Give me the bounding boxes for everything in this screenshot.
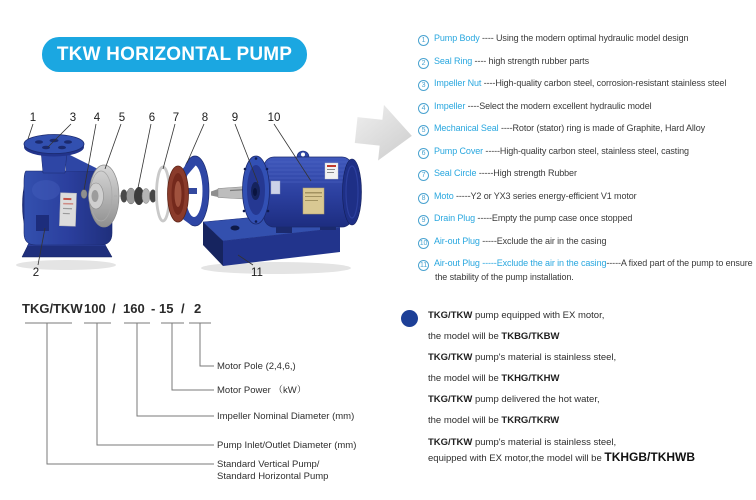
series-code: TKG/TKW	[428, 352, 473, 363]
part-name: Seal Ring	[434, 55, 473, 66]
model-variant-notes	[428, 306, 754, 467]
part-desc: ----Rotor (stator) ring is made of Graphite, Hard Alloy	[498, 123, 706, 133]
circled-number: 9	[418, 215, 429, 226]
part-desc: ---- Using the modern optimal hydraulic model design	[479, 33, 689, 43]
note-text: the model will be	[428, 330, 502, 342]
list-item	[418, 167, 754, 181]
part-desc: -----High-quality carbon steel, stainless steel, casting	[483, 145, 689, 156]
series-code: TKG/TKW	[428, 437, 473, 448]
circled-number: 8	[418, 193, 429, 204]
circled-number: 7	[418, 170, 429, 181]
label-standard-line1: Standard Vertical Pump/	[217, 459, 320, 470]
list-item	[418, 122, 754, 136]
list-item	[418, 100, 754, 114]
model-code-slash2: /	[181, 301, 185, 316]
part-desc: ----Select the modern excellent hydraulic model	[465, 100, 652, 111]
note-line	[428, 348, 754, 369]
part-number-9: 9	[231, 112, 239, 124]
part-name: Impeller Nut	[434, 78, 482, 88]
note-item	[428, 306, 754, 347]
part-name: Mechanical Seal	[434, 123, 499, 133]
circled-number: 2	[418, 58, 429, 69]
circled-number: 3	[418, 80, 429, 91]
part-desc: -----Y2 or YX3 series energy-efficient V1 motor	[453, 190, 637, 201]
page-title-banner	[42, 37, 307, 72]
model-code-inlet: 100	[84, 301, 106, 316]
list-item	[418, 190, 754, 204]
series-code: TKG/TKW	[428, 310, 473, 321]
model-code: TKBG/TKBW	[501, 330, 560, 342]
part-name: Air-out Plug	[434, 235, 480, 246]
note-line	[428, 390, 754, 411]
pump-cover-illustration	[168, 156, 210, 226]
note-line	[428, 369, 754, 390]
note-line	[428, 436, 754, 450]
list-item	[418, 32, 754, 46]
part-number-2: 2	[32, 267, 40, 279]
model-code-segments	[22, 301, 201, 316]
part-number-6: 6	[148, 112, 156, 124]
model-code-pole: 2	[194, 301, 202, 316]
label-inlet-outlet: Pump Inlet/Outlet Diameter (mm)	[217, 440, 357, 451]
model-code: TKRG/TKRW	[501, 414, 560, 426]
note-line	[428, 450, 754, 466]
list-item	[418, 235, 754, 249]
circled-number: 1	[418, 35, 429, 46]
part-number-11: 11	[251, 267, 263, 279]
part-name: Pump Body	[434, 33, 480, 43]
breakdown-labels	[217, 361, 356, 482]
mechanical-seal-illustration	[114, 187, 158, 205]
model-code-series: TKG/TKW	[22, 301, 83, 316]
list-item	[418, 55, 754, 69]
bullet-circle-icon	[401, 310, 418, 327]
circled-number: 4	[418, 103, 429, 114]
series-code: TKG/TKW	[428, 394, 473, 405]
part-number-7: 7	[172, 112, 180, 124]
part-number-5: 5	[118, 112, 126, 124]
model-code: TKHGB/TKHWB	[604, 450, 696, 464]
part-desc: -----Exclude the air in the casing	[479, 235, 607, 246]
list-item	[418, 77, 754, 91]
note-item	[428, 436, 754, 466]
part-number-4: 4	[93, 112, 101, 124]
circled-number: 5	[418, 125, 429, 136]
part-number-8: 8	[201, 112, 209, 124]
note-text: pump's material is stainless steel,	[472, 352, 617, 363]
model-code-impeller: 160	[123, 301, 145, 316]
note-text: equipped with EX motor,the model will be	[428, 453, 605, 464]
arrow-right-icon	[353, 102, 415, 164]
note-text: pump equipped with EX motor,	[472, 310, 605, 321]
note-text: pump's material is stainless steel,	[472, 437, 617, 448]
note-line	[428, 306, 754, 327]
label-impeller-diameter: Impeller Nominal Diameter (mm)	[217, 411, 355, 422]
model-code-breakdown	[18, 296, 363, 496]
list-item	[418, 257, 754, 284]
part-desc: -----A fixed part of the pump to ensure the stability of the pump installation.	[435, 258, 753, 282]
label-standard-line2: Standard Horizontal Pump	[217, 471, 329, 482]
label-motor-pole: Motor Pole (2,4,6,)	[217, 361, 296, 372]
part-desc: -----Empty the pump case once stopped	[475, 213, 633, 223]
part-name: Impeller	[434, 100, 466, 111]
model-code-dash: -	[151, 301, 156, 316]
note-text: the model will be	[428, 372, 502, 384]
model-code-slash1: /	[112, 301, 116, 316]
breakdown-lines	[25, 323, 214, 464]
note-line	[428, 327, 754, 348]
model-code-power: 15	[159, 301, 174, 316]
model-code: TKHG/TKHW	[501, 372, 560, 384]
note-item	[428, 348, 754, 389]
list-item	[418, 145, 754, 159]
page-title: TKW HORIZONTAL PUMP	[56, 43, 293, 65]
note-line	[428, 411, 754, 432]
circled-number: 6	[418, 148, 429, 159]
list-item	[418, 212, 754, 226]
circled-number: 10	[419, 239, 428, 247]
circled-number: 11	[419, 262, 428, 269]
part-name: Pump Cover	[434, 145, 484, 156]
part-desc: -----High strength Rubber	[476, 168, 577, 178]
ground-shadows	[16, 260, 351, 274]
pump-exploded-diagram	[8, 95, 418, 295]
note-item	[428, 390, 754, 431]
note-text: the model will be	[428, 414, 502, 426]
part-number-10: 10	[267, 112, 281, 124]
parts-list	[418, 32, 754, 292]
part-desc: ---- high strength rubber parts	[472, 55, 589, 66]
part-name: Seal Circle	[434, 168, 477, 178]
part-name: Drain Plug	[434, 213, 476, 223]
part-name: Moto	[434, 190, 454, 201]
part-name: Air-out Plug -----Exclude the air in the casing	[434, 258, 607, 268]
part-desc: ----High-quality carbon steel, corrosion-resistant stainless steel	[481, 78, 727, 88]
part-number-3: 3	[69, 112, 77, 124]
note-text: pump delivered the hot water,	[472, 394, 600, 405]
part-number-1: 1	[29, 112, 37, 124]
label-motor-power: Motor Power （kW）	[217, 385, 307, 396]
